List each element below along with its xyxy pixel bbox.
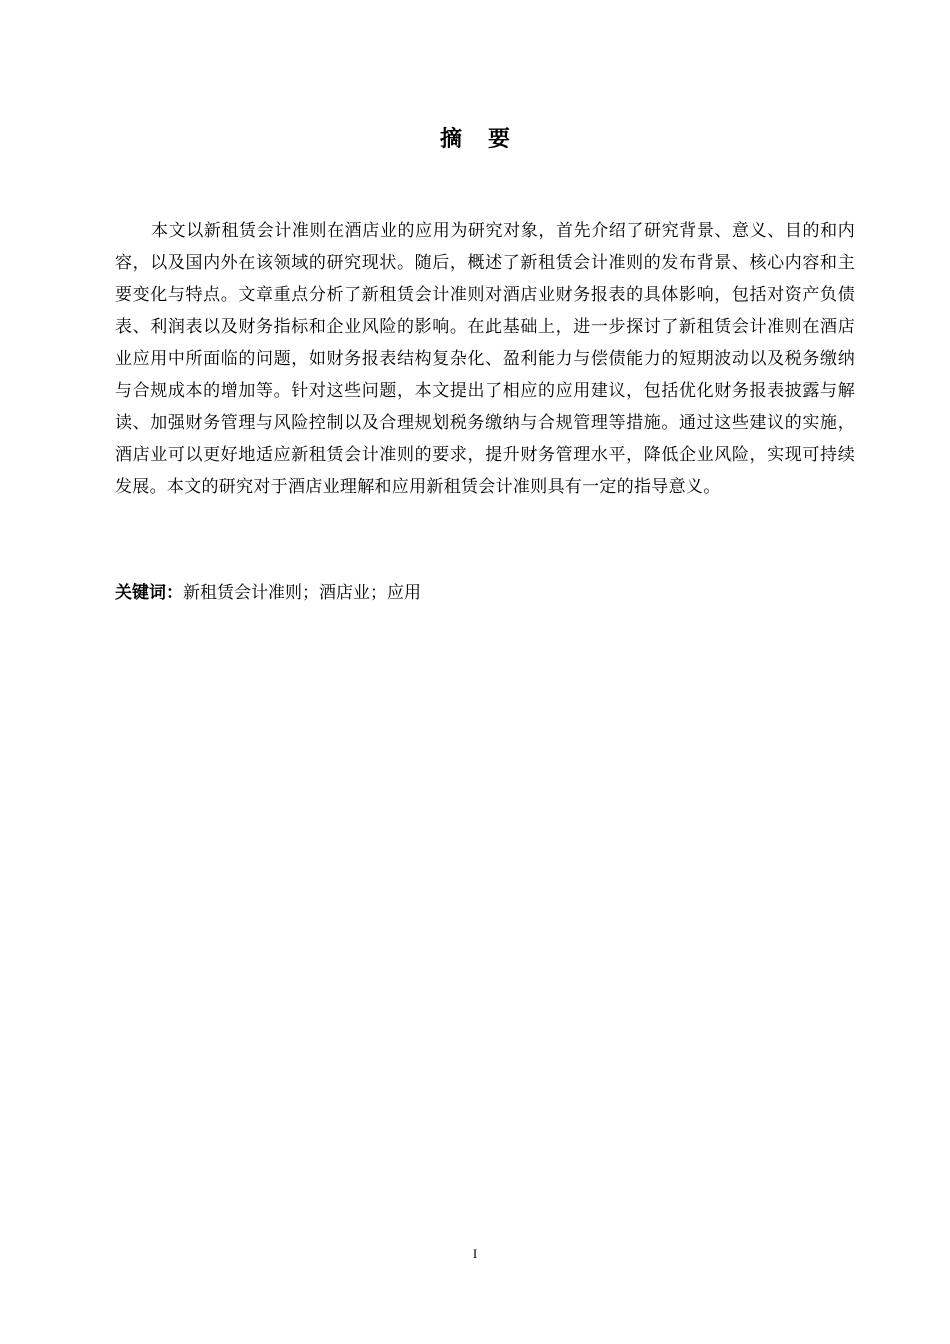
keywords-line: [115, 577, 855, 609]
abstract-title: [0, 122, 950, 153]
keywords-label: 关键词：: [115, 583, 183, 603]
page-number: I: [472, 1246, 478, 1261]
abstract-body: 本文以新租赁会计准则在酒店业的应用为研究对象，首先介绍了研究背景、意义、目的和内容，以及国内外在该领域的研究现状。随后，概述了新租赁会计准则的发布背景、核心内容和主要变化与特点。文章重点分析了新租赁会计准则对酒店业财务报表的具体影响，包括对资产负债表、利润表以及财务指标和企业风险的影响。在此基础上，进一步探讨了新租赁会计准则在酒店业应用中所面临的问题，如财务报表结构复杂化、盈利能力与偿债能力的短期波动以及税务缴纳与合规成本的增加等。针对这些问题，本文提出了相应的应用建议，包括优化财务报表披露与解读、加强财务管理与风险控制以及合理规划税务缴纳与合规管理等措施。通过这些建议的实施，酒店业可以更好地适应新租赁会计准则的要求，提升财务管理水平，降低企业风险，实现可持续发展。本文的研究对于酒店业理解和应用新租赁会计准则具有一定的指导意义。: [115, 221, 855, 497]
abstract-title-char-2: 要: [488, 127, 511, 152]
keywords-value: 新租赁会计准则；酒店业；应用: [183, 583, 421, 603]
abstract-title-char-1: 摘: [439, 127, 462, 152]
